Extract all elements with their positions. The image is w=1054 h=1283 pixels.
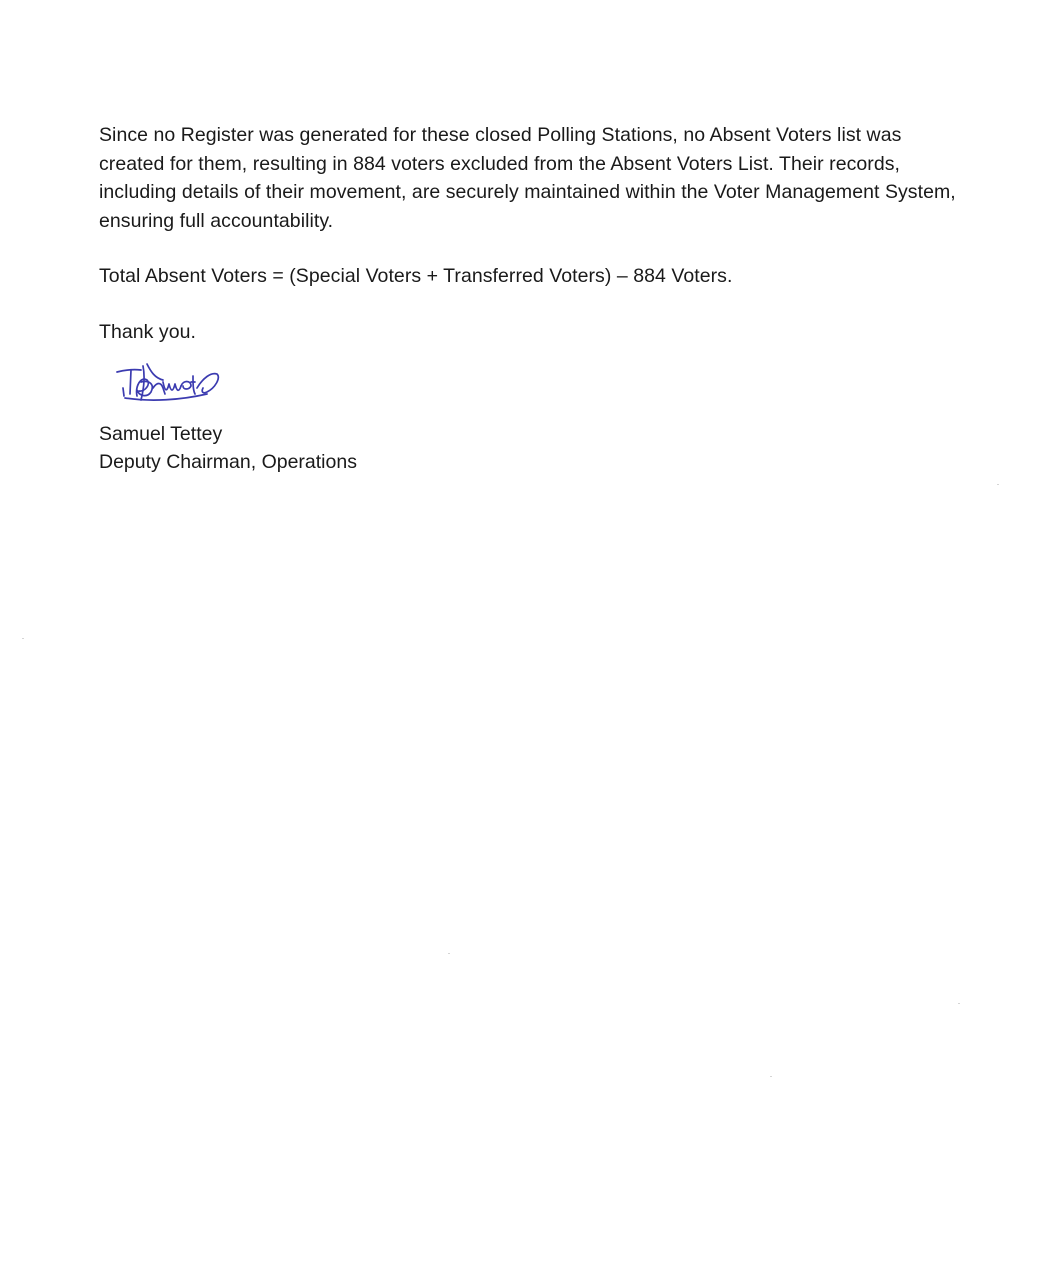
signer-title: Deputy Chairman, Operations xyxy=(99,451,357,473)
signer-name: Samuel Tettey xyxy=(99,423,223,445)
scan-speck xyxy=(22,638,24,639)
scan-speck xyxy=(997,484,999,485)
absent-voters-formula: Total Absent Voters = (Special Voters + Transferred Voters) – 884 Voters. xyxy=(99,265,733,287)
body-paragraph: Since no Register was generated for these closed Polling Stations, no Absent Voters list was created for them, resulting in 884 voters excluded from the Absent Voters List. Their records, including details of their movement, are securely maintained within the Voter Management System, ensuring full accountability. xyxy=(99,124,956,232)
scan-speck xyxy=(448,953,450,954)
closing-line: Thank you. xyxy=(99,320,196,343)
scan-speck xyxy=(958,1003,960,1004)
signer-block xyxy=(99,420,959,476)
scan-speck xyxy=(770,1076,772,1077)
letter-content xyxy=(99,121,959,476)
handwritten-signature xyxy=(111,358,231,418)
